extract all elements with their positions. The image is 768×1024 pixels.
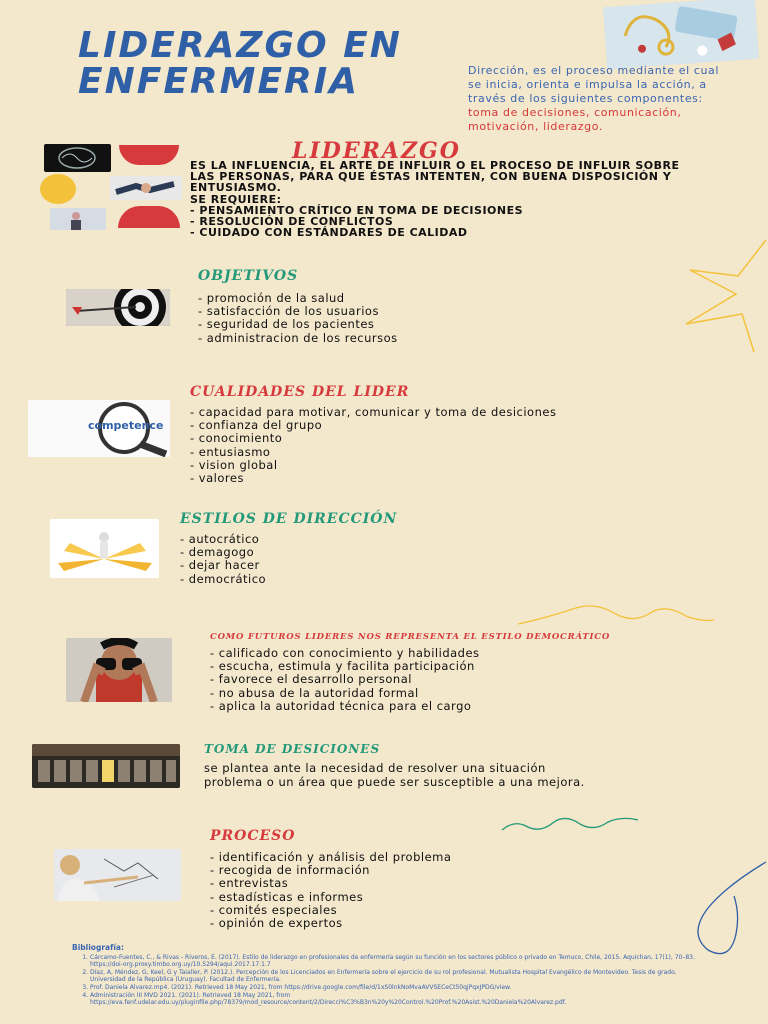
list-item: - promoción de la salud [198,291,345,305]
list-item: - valores [190,471,244,486]
reference-item: 3. Prof. Daniela Alvarez.mp4. (2021). Retrieved 18 May 2021, from https://drive.google.com/file/d/1xS0lnkNoMvaAVVSECeCt50qjPqxJPDG/view. [90,984,702,992]
objetivos-title: OBJETIVOS [198,268,299,284]
objetivos-list [198,292,598,345]
list-item: - democrático [180,571,267,586]
democratico-title: COMO FUTUROS LIDERES NOS REPRESENTA EL ESTILO DEMOCRÁTICO [210,632,611,642]
target-image [66,289,170,326]
reference-item: 1. Cárcamo-Fuentes, C., & Rivas - Riveros, E. (2017). Estilo de liderazgo en profesionales de enfermería según su función en los sectores público o privado en Temuco, Chile, 2015. Aquichan, 17(1), 70–83. https://doi-org.proxy.timbo.org.uy/10.5294/aqui.2017.17.1.7 [90,954,702,969]
list-item: - comités especiales [210,902,338,917]
doors-image [32,744,180,788]
estilos-title: ESTILOS DE DIRECCIÓN [180,511,398,527]
competence-word: competence [88,419,164,432]
list-item: - demagogo [180,545,255,560]
liderazgo-line: ENTUSIASMO. [190,181,282,195]
proceso-title: PROCESO [210,828,296,844]
list-item: - satisfacción de los usuarios [198,304,379,319]
yellow-circle [40,174,76,204]
cualidades-title: CUALIDADES DEL LIDER [190,384,410,400]
list-item: - aplica la autoridad técnica para el cargo [210,698,472,713]
list-item: - estadísticas e informes [210,889,364,904]
presentation-image [54,849,181,901]
leader-image [50,208,106,230]
list-item: - dejar hacer [180,558,260,573]
list-item: - favorece el desarrollo personal [210,672,412,687]
liderazgo-line: - PENSAMIENTO CRÍTICO EN TOMA DE DECISIONES [190,203,524,217]
stethoscope-image [603,0,759,69]
list-item: - confianza del grupo [190,418,323,433]
brain-image [44,144,111,172]
intro-highlight: toma de decisiones, comunicación, motivación, liderazgo. [468,106,682,133]
liderazgo-title: LIDERAZGO [292,138,461,164]
list-item: - capacidad para motivar, comunicar y toma de desiciones [190,405,557,419]
competence-magnifier-image [28,400,170,457]
liderazgo-text [190,160,750,238]
estilos-list [180,533,480,586]
toma-title: TOMA DE DESICIONES [204,742,381,756]
bibliografia-list [72,954,702,1007]
green-wave-doodle [500,812,640,836]
red-half-circle [119,145,179,165]
yellow-zigzag-doodle [680,236,768,356]
list-item: - conocimiento [190,431,283,446]
list-item: - autocrático [180,532,260,546]
list-item: - entrevistas [210,876,289,891]
handshake-image [110,176,182,200]
intro-text: Dirección, es el proceso mediante el cual se inicia, orienta e impulsa la acción, a través de los siguientes componentes: toma de decisiones, comunicación, motivación, liderazgo. [468,64,720,133]
liderazgo-line: - RESOLUCIÓN DE CONFLICTOS [190,215,394,229]
list-item: - administracion de los recursos [198,330,398,345]
bibliografia-title: Bibliografía: [72,943,124,952]
list-item: - opinión de expertos [210,916,343,931]
page-title: LIDERAZGO EN ENFERMERIA [78,25,402,102]
list-item: - calificado con conocimiento y habilidades [210,646,480,660]
democratico-list [210,647,610,713]
list-item: - entusiasmo [190,444,271,459]
reference-item: 4. Administración III MVD 2021. (2021). Retrieved 18 May 2021, from https://eva.fenf.udelar.edu.uy/pluginfile.php/78379/mod_resource/content/2/Direcci%C3%B3n%20y%20Control.%20Prof.%20Asist.%20Daniela%20Alvarez.pdf. [90,992,702,1007]
binoculars-image [66,638,172,702]
list-item: - recogida de información [210,863,370,878]
list-item: - no abusa de la autoridad formal [210,685,419,700]
red-half-circle-bottom [118,206,180,228]
liderazgo-line: - CUIDADO CON ESTÁNDARES DE CALIDAD [190,226,468,240]
list-item: - vision global [190,457,278,472]
bibliografia [72,944,702,1007]
toma-text: se plantea ante la necesidad de resolver una situación problema o un área que puede ser susceptible a una mejora. [204,761,585,789]
proceso-list [210,851,610,930]
list-item: - identificación y análisis del problema [210,850,452,864]
list-item: - escucha, estimula y facilita participación [210,659,475,674]
reference-item: 2. Díaz, A, Méndez, G, Keel, G y Taialler, P. (2012.). Percepción de los Licenciados en Enfermería sobre el ejercicio de su rol profesional. Mutualista Hospital Evangélico de Montevideo. Tesis de grado. Universidad de la República (Uruguay). Facultad de Enfermería. [90,969,702,984]
cualidades-list [190,406,650,485]
liderazgo-line: LAS PERSONAS, PARA QUE ÉSTAS INTENTEN, CON BUENA DISPOSICIÓN Y [190,170,672,184]
liderazgo-line: ES LA INFLUENCIA, EL ARTE DE INFLUIR O EL PROCESO DE INFLUIR SOBRE [190,159,680,172]
yellow-wave-doodle [516,600,716,628]
arrows-direction-image [50,519,159,578]
list-item: - seguridad de los pacientes [198,317,375,332]
liderazgo-line: SE REQUIERE: [190,192,282,206]
